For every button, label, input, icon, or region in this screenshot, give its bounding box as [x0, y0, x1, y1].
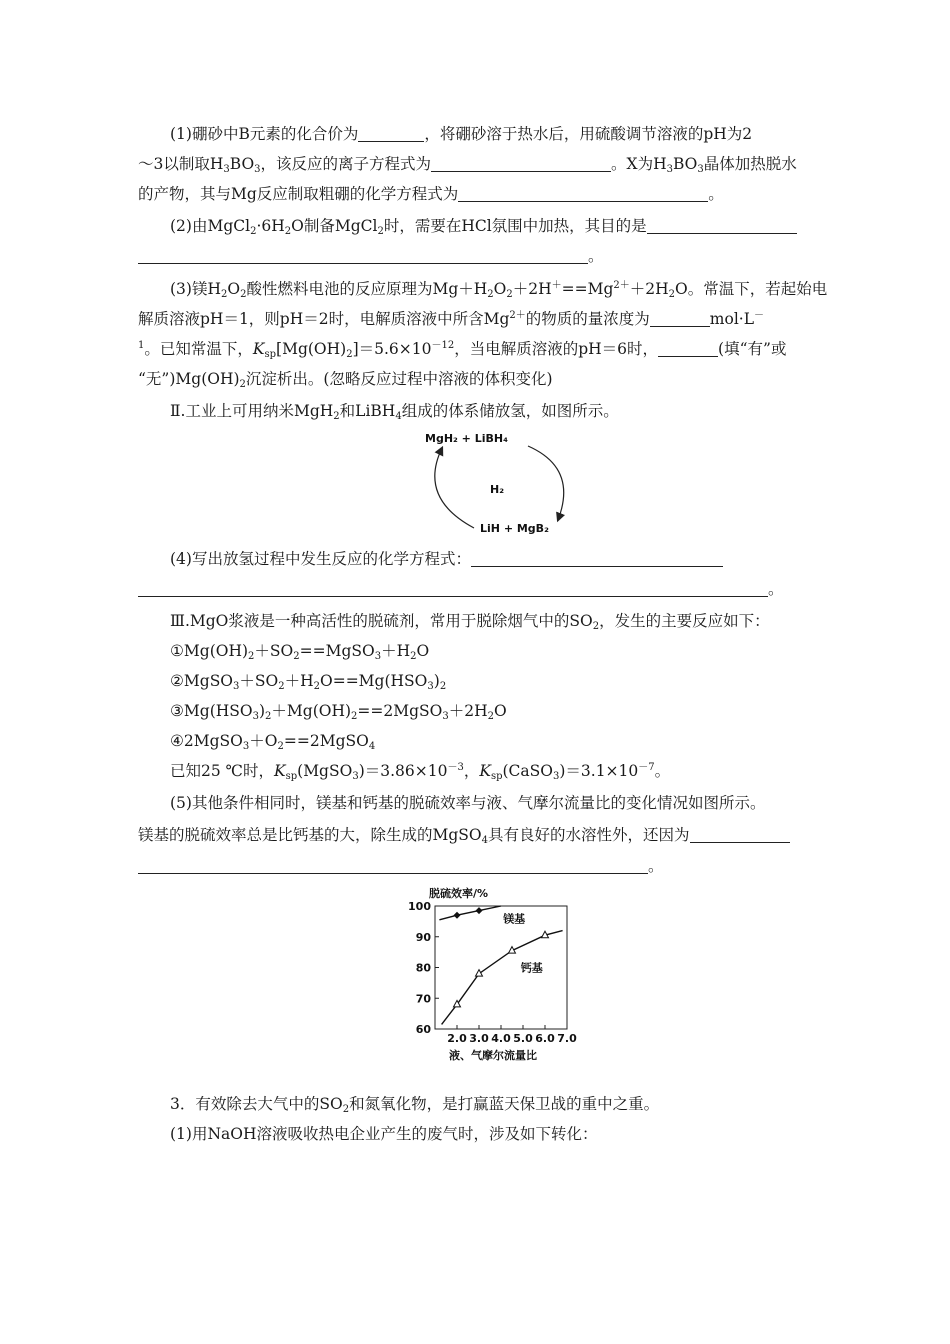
q4-line1: (4)写出放氢过程中发生反应的化学方程式： [170, 548, 850, 570]
series-line-镁基 [439, 906, 501, 920]
reaction-4: $④2MgSO_3+O_2==2MgSO_4$ [170, 732, 376, 752]
y-tick-label: 70 [415, 992, 431, 1006]
data-point-镁基 [476, 907, 483, 914]
q1-line1: (1)硼砂中B元素的化合价为 ，将硼砂溶于热水后，用硫酸调节溶液的pH为2 [170, 125, 753, 143]
series-label-钙基: 钙基 [520, 961, 543, 975]
ksp-values: 已知25 ℃时，$K_{sp}(MgSO_3)=3.86\times 10^{-3}$，$K_{sp}(CaSO_3)=3.1\times 10^{-7}$。 [170, 762, 671, 782]
q3-line3: $^1$。已知常温下，$K_{sp}[Mg(OH)_2]=5.6\times 10^{-12}$，当电解质溶液的pH＝6时， (填“有”或 [138, 340, 787, 360]
chart-xlabel: 液、气摩尔流量比 [449, 1049, 537, 1062]
q4-line2: 。 [138, 578, 818, 600]
answer-blank[interactable] [690, 826, 790, 843]
y-tick-label: 90 [415, 930, 431, 944]
answer-blank[interactable] [658, 340, 718, 357]
section-3-heading: Ⅲ.MgO浆液是一种高活性的脱硫剂，常用于脱除烟气中的$SO_2$，发生的主要反应如下： [170, 612, 770, 632]
series-label-镁基: 镁基 [503, 912, 526, 926]
q2-line2: 。 [138, 245, 818, 267]
reaction-2: $②MgSO_3+SO_2+H_2O==Mg(HSO_3)_2$ [170, 672, 447, 692]
answer-blank[interactable] [650, 310, 710, 327]
section-2-heading: Ⅱ.工业上可用纳米MgH$_2$和LiBH$_4$组成的体系储放氢，如图所示。 [170, 402, 619, 422]
reaction-3: $③Mg(HSO_3)_2+Mg(OH)_2==2MgSO_3+2H_2O$ [170, 702, 507, 722]
q2-line1: (2)由$MgCl_2\cdot 6H_2O$制备MgCl$_2$时，需要在HCl氛围中加热，其目的是 [170, 215, 850, 237]
forward-arrow [528, 446, 564, 520]
y-tick-label: 100 [408, 900, 431, 913]
x-tick-label: 3.0 [469, 1032, 489, 1045]
q1-line2: ～3以制取$H_3BO_3$，该反应的离子方程式为 。X为$H_3BO_3$晶体加热脱水 [138, 155, 797, 175]
question-3-part-1: (1)用NaOH溶液吸收热电企业产生的废气时，涉及如下转化： [170, 1125, 598, 1143]
answer-blank[interactable] [358, 125, 424, 142]
chart-y-ticks [408, 900, 439, 1036]
answer-blank[interactable] [138, 580, 768, 597]
desulfurization-efficiency-chart [395, 882, 595, 1064]
hydrogen-cycle-diagram [410, 428, 590, 544]
q5-line1: (5)其他条件相同时，镁基和钙基的脱硫效率与液、气摩尔流量比的变化情况如图所示。 [170, 794, 766, 812]
answer-blank[interactable] [647, 217, 797, 234]
reverse-arrow [435, 448, 474, 528]
x-tick-label: 5.0 [513, 1032, 533, 1045]
reaction-1: $①Mg(OH)_2+SO_2==MgSO_3+H_2O$ [170, 642, 430, 662]
x-tick-label: 7.0 [557, 1032, 577, 1045]
question-3: 3．有效除去大气中的$SO_2$和氮氧化物，是打赢蓝天保卫战的重中之重。 [170, 1095, 660, 1115]
cycle-bottom-label: LiH + MgB₂ [480, 522, 549, 535]
q3-line2: 解质溶液pH＝1，则pH＝2时，电解质溶液中所含$Mg^{2+}$的物质的量浓度为 mol·L－ [138, 310, 765, 328]
answer-blank[interactable] [138, 247, 588, 264]
chart-x-ticks [447, 1025, 577, 1045]
chart-title: 脱硫效率/% [429, 887, 489, 900]
answer-blank[interactable] [458, 185, 708, 202]
data-point-钙基 [476, 970, 483, 977]
cycle-top-label: MgH₂ + LiBH₄ [425, 432, 508, 445]
chart-frame [435, 906, 567, 1029]
y-tick-label: 60 [415, 1023, 431, 1036]
x-tick-label: 4.0 [491, 1032, 511, 1045]
q5-line2: 镁基的脱硫效率总是比钙基的大，除生成的MgSO$_4$具有良好的水溶性外，还因为 [138, 824, 818, 846]
q5-line3: 。 [138, 855, 818, 877]
cycle-middle-label: H₂ [490, 483, 505, 496]
q3-line4: “无$”)Mg(OH)_2$沉淀析出。(忽略反应过程中溶液的体积变化) [138, 370, 553, 390]
answer-blank[interactable] [138, 857, 648, 874]
answer-blank[interactable] [431, 155, 611, 172]
series-line-钙基 [442, 931, 563, 1025]
q1-line3: 的产物，其与Mg反应制取粗硼的化学方程式为 。 [138, 185, 724, 203]
answer-blank[interactable] [471, 550, 723, 567]
x-tick-label: 2.0 [447, 1032, 467, 1045]
chart-axes [435, 906, 567, 1029]
chart-series [439, 906, 562, 1024]
q3-line1: (3)镁$H_2O_2$酸性燃料电池的反应原理为$Mg+H_2O_2+2H^+==Mg^{2+}+2H_2O$。常温下，若起始电 [170, 280, 828, 300]
x-tick-label: 6.0 [535, 1032, 555, 1045]
data-point-镁基 [454, 912, 461, 919]
y-tick-label: 80 [415, 961, 431, 975]
